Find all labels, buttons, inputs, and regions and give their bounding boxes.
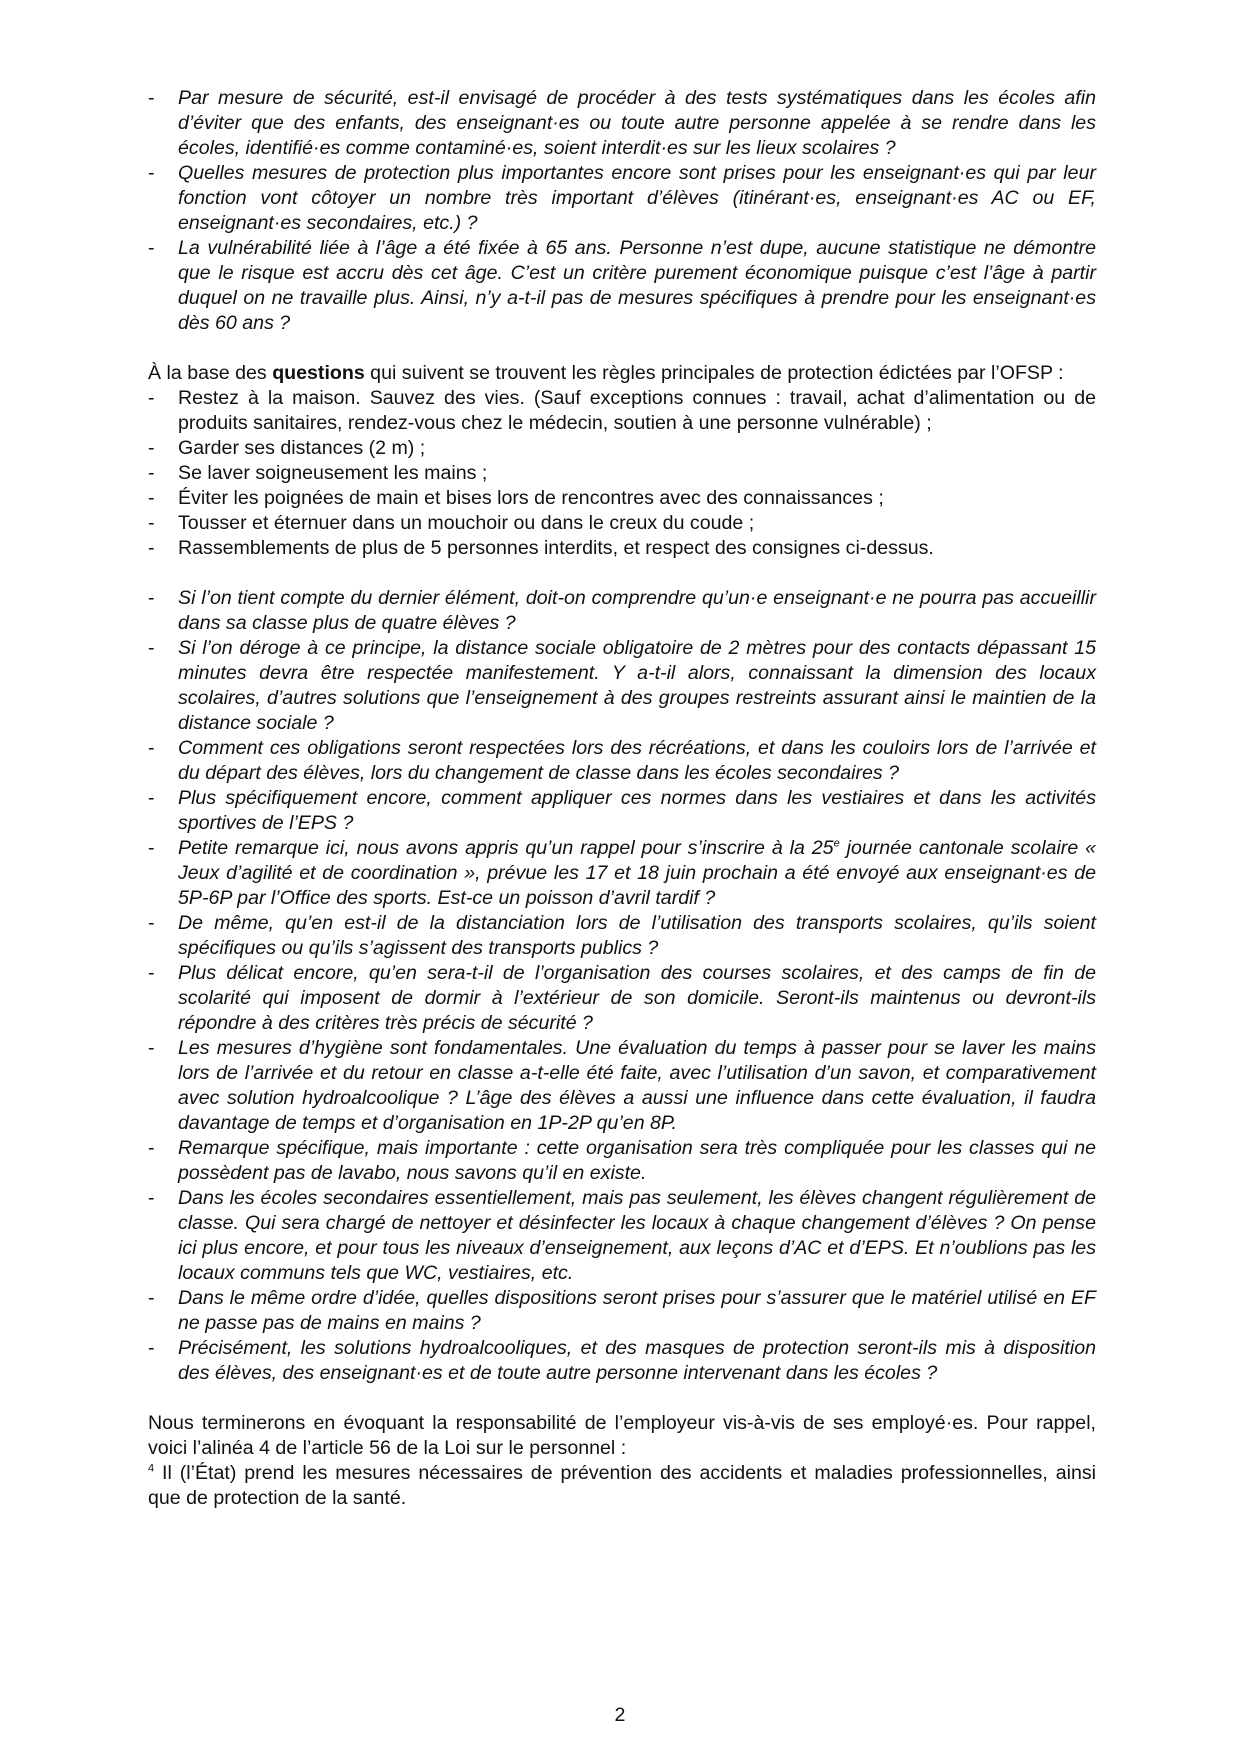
list-item: - Comment ces obligations seront respectées lors des récréations, et dans les couloirs lors de l’arrivée et du départ des élèves, lors du changement de classe dans les écoles secondaires ? bbox=[148, 737, 1096, 784]
law-quote: $^4$ Il (l’État) prend les mesures nécessaires de prévention des accidents et maladies professionnelles, ainsi que de protection de la santé. bbox=[148, 1462, 1096, 1509]
list-item: - Si l’on déroge à ce principe, la distance sociale obligatoire de 2 mètres pour des contacts dépassant 15 minutes devra être respectée manifestement. Y a-t-il alors, connaissant la dimension des locaux scolaires, d’autres solutions que l’enseignement à des groupes restreints assurant ainsi le maintien de la distance sociale ? bbox=[148, 637, 1096, 734]
list-item bbox=[148, 836, 1096, 911]
dash-bullet: - bbox=[148, 1287, 155, 1309]
list-item: - Restez à la maison. Sauvez des vies. (Sauf exceptions connues : travail, achat d’alimentation ou de produits sanitaires, rendez-vous chez le médecin, soutien à une personne vulnérable) ; bbox=[148, 387, 1096, 434]
rules-list bbox=[148, 386, 1096, 561]
dash-bullet: - bbox=[148, 437, 155, 459]
list-item: - Éviter les poignées de main et bises lors de rencontres avec des connaissances ; bbox=[148, 487, 884, 509]
dash-bullet: - bbox=[148, 912, 155, 934]
document-body bbox=[148, 86, 1096, 1511]
dash-bullet: - bbox=[148, 637, 155, 659]
dash-bullet: - bbox=[148, 537, 155, 559]
list-item: - Garder ses distances (2 m) ; bbox=[148, 437, 426, 459]
dash-bullet: - bbox=[148, 962, 155, 984]
list-item: - Dans les écoles secondaires essentiellement, mais pas seulement, les élèves changent régulièrement de classe. Qui sera chargé de nettoyer et désinfecter les locaux à chaque changement d’élèves ? On pense ici plus encore, et pour tous les niveaux d’enseignement, aux leçons d’AC et d’EPS. Et n’oublions pas les locaux communs tels que WC, vestiaires, etc. bbox=[148, 1187, 1096, 1284]
list-item: - Rassemblements de plus de 5 personnes interdits, et respect des consignes ci-dessus. bbox=[148, 537, 934, 559]
dash-bullet: - bbox=[148, 487, 155, 509]
list-item: - Plus délicat encore, qu’en sera-t-il de l’organisation des courses scolaires, et des camps de fin de scolarité qui imposent de dormir à l’extérieur de son domicile. Seront-ils maintenus ou devront-ils répondre à des critères très précis de sécurité ? bbox=[148, 962, 1096, 1034]
dash-bullet: - bbox=[148, 837, 155, 859]
list-item: - Plus spécifiquement encore, comment appliquer ces normes dans les vestiaires et dans les activités sportives de l’EPS ? bbox=[148, 787, 1096, 834]
list-item: - Remarque spécifique, mais importante : cette organisation sera très compliquée pour les classes qui ne possèdent pas de lavabo, nous savons qu’il en existe. bbox=[148, 1137, 1096, 1184]
question-list-a bbox=[148, 86, 1096, 336]
dash-bullet: - bbox=[148, 737, 155, 759]
list-item: - Par mesure de sécurité, est-il envisagé de procéder à des tests systématiques dans les écoles afin d’éviter que des enfants, des enseignant·es ou toute autre personne appelée à se rendre dans les écoles, identifié·es comme contaminé·es, soient interdit·es sur les lieux scolaires ? bbox=[148, 87, 1096, 159]
dash-bullet: - bbox=[148, 1137, 155, 1159]
page-number: 2 bbox=[614, 1704, 626, 1726]
list-item: - Tousser et éternuer dans un mouchoir ou dans le creux du coude ; bbox=[148, 512, 755, 534]
rules-intro: À la base des questions qui suivent se trouvent les règles principales de protection édictées par l’OFSP : bbox=[148, 362, 1064, 384]
list-item: - Les mesures d’hygiène sont fondamentales. Une évaluation du temps à passer pour se laver les mains lors de l’arrivée et du retour en classe a-t-elle été faite, avec l’utilisation d’un savon, et comparativement avec solution hydroalcoolique ? L’âge des élèves a aussi une influence dans cette évaluation, il faudra davantage de temps et d’organisation en 1P-2P qu’en 8P. bbox=[148, 1037, 1096, 1134]
list-item: - Quelles mesures de protection plus importantes encore sont prises pour les enseignant·es qui par leur fonction vont côtoyer un nombre très important d’élèves (itinérant·es, enseignant·es AC ou EF, enseignant·es secondaires, etc.) ? bbox=[148, 162, 1096, 234]
list-item: - De même, qu’en est-il de la distanciation lors de l’utilisation des transports scolaires, qu’ils soient spécifiques ou qu’ils s’agissent des transports publics ? bbox=[148, 912, 1096, 959]
closing-paragraph: Nous terminerons en évoquant la responsabilité de l’employeur vis-à-vis de ses employé·es. Pour rappel, voici l’alinéa 4 de l’article 56 de la Loi sur le personnel : bbox=[148, 1412, 1096, 1459]
list-item: - Dans le même ordre d’idée, quelles dispositions seront prises pour s’assurer que le matériel utilisé en EF ne passe pas de mains en mains ? bbox=[148, 1287, 1096, 1334]
list-item: - Se laver soigneusement les mains ; bbox=[148, 462, 488, 484]
list-item: - La vulnérabilité liée à l’âge a été fixée à 65 ans. Personne n’est dupe, aucune statistique ne démontre que le risque est accru dès cet âge. C’est un critère purement économique puisque c’est l’âge à partir duquel on ne travaille plus. Ainsi, n’y a-t-il pas de mesures spécifiques à prendre pour les enseignant·es dès 60 ans ? bbox=[148, 237, 1096, 334]
dash-bullet: - bbox=[148, 587, 155, 609]
dash-bullet: - bbox=[148, 237, 155, 259]
dash-bullet: - bbox=[148, 87, 155, 109]
remark-25th-day: Petite remarque ici, nous avons appris qu’un rappel pour s’inscrire à la 25e journée cantonale scolaire « Jeux d’agilité et de coordination », prévue les 17 et 18 juin prochain a été envoyé aux enseignant·es de 5P-6P par l’Office des sports. Est-ce un poisson d’avril tardif ? bbox=[178, 837, 1097, 909]
dash-bullet: - bbox=[148, 162, 155, 184]
list-item: - Précisément, les solutions hydroalcooliques, et des masques de protection seront-ils mis à disposition des élèves, des enseignant·es et de toute autre personne intervenant dans les écoles ? bbox=[148, 1337, 1096, 1384]
dash-bullet: - bbox=[148, 1187, 155, 1209]
dash-bullet: - bbox=[148, 512, 155, 534]
dash-bullet: - bbox=[148, 787, 155, 809]
question-list-b bbox=[148, 586, 1096, 1386]
dash-bullet: - bbox=[148, 387, 155, 409]
dash-bullet: - bbox=[148, 1037, 155, 1059]
list-item: - Si l’on tient compte du dernier élément, doit-on comprendre qu’un·e enseignant·e ne pourra pas accueillir dans sa classe plus de quatre élèves ? bbox=[148, 587, 1096, 634]
dash-bullet: - bbox=[148, 462, 155, 484]
dash-bullet: - bbox=[148, 1337, 155, 1359]
